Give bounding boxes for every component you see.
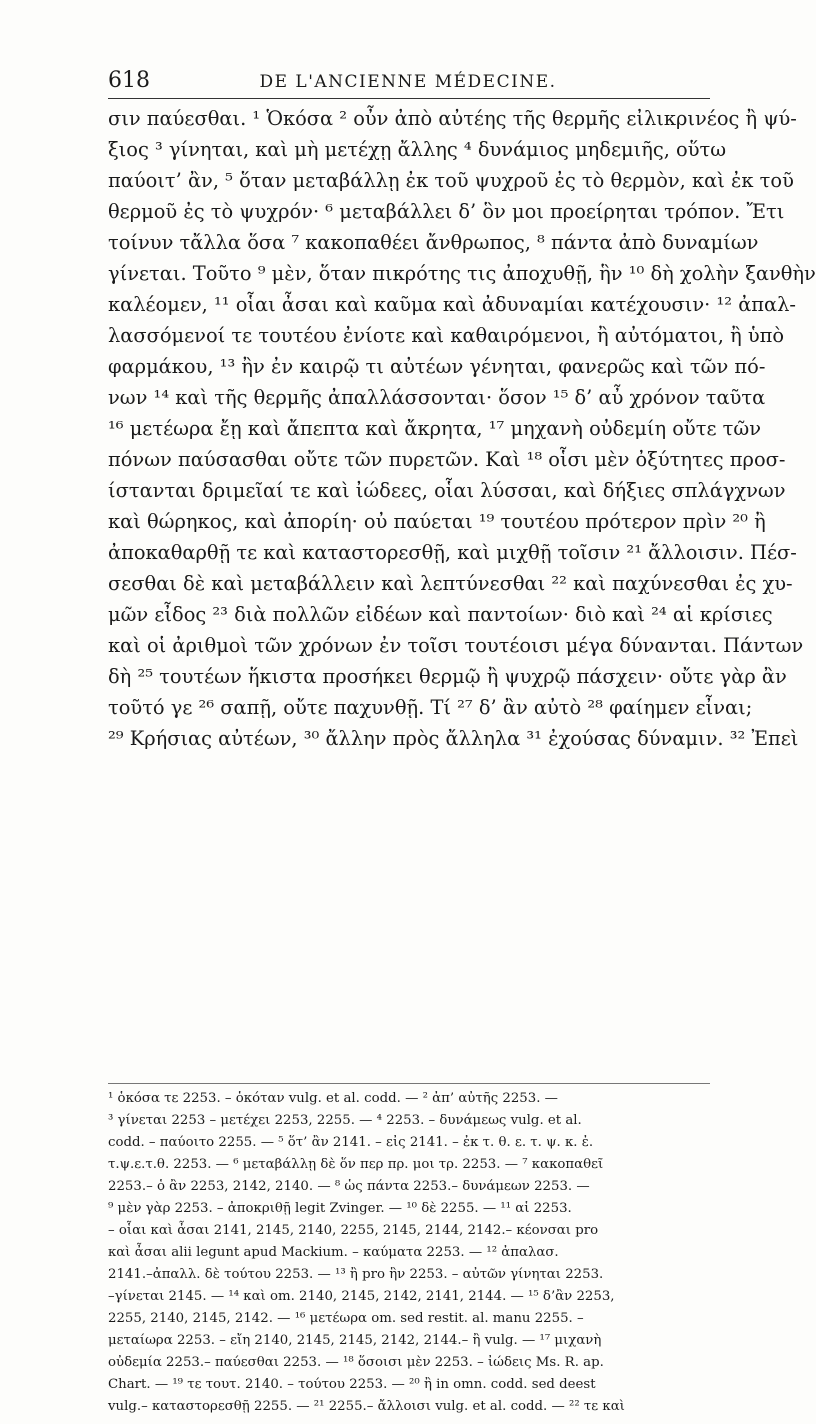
footnote-line: μεταίωρα 2253. – εἴη 2140, 2145, 2145, 2142, 2144.– ἢ vulg. — ¹⁷ μιχανὴ bbox=[108, 1333, 602, 1348]
footnote-rule bbox=[108, 1083, 710, 1084]
footnote-line: ⁹ μὲν γὰρ 2253. – ἀποκριθῇ legit Zvinger. — ¹⁰ δὲ 2255. — ¹¹ αἱ 2253. bbox=[108, 1201, 572, 1216]
main-text bbox=[108, 103, 816, 754]
text-line: τοῦτό γε ²⁶ σαπῇ, οὔτε παχυνθῇ. Τί ²⁷ δ’ ἂν αὐτὸ ²⁸ φαίημεν εἶναι; bbox=[108, 696, 753, 719]
footnote-line: Chart. — ¹⁹ τε τουτ. 2140. – τούτου 2253. — ²⁰ ἢ in omn. codd. sed deest bbox=[108, 1377, 596, 1392]
footnote-line: 2141.–ἀπαλλ. δὲ τούτου 2253. — ¹³ ἢ pro ἣν 2253. – αὐτῶν γίνηται 2253. bbox=[108, 1267, 604, 1282]
footnote-line: ³ γίνεται 2253 – μετέχει 2253, 2255. — ⁴ 2253. – δυνάμεως vulg. et al. bbox=[108, 1113, 582, 1128]
running-header bbox=[108, 64, 708, 98]
text-line: νων ¹⁴ καὶ τῆς θερμῆς ἀπαλλάσσονται· ὅσον ¹⁵ δ’ αὖ χρόνον ταῦτα bbox=[108, 386, 766, 409]
page-number: 618 bbox=[108, 68, 150, 93]
footnote-line: καὶ ἆσαι alii legunt apud Mackium. – καύματα 2253. — ¹² ἀπαλασ. bbox=[108, 1245, 559, 1260]
text-line: ίστανται δριμεῖαί τε καὶ ἰώδεες, οἷαι λύσσαι, καὶ δήξιες σπλάγχνων bbox=[108, 479, 786, 502]
footnote-line: vulg.– καταστορεσθῇ 2255. — ²¹ 2255.– ἄλλοισι vulg. et al. codd. — ²² τε καὶ bbox=[108, 1399, 625, 1414]
text-line: δὴ ²⁵ τουτέων ἥκιστα προσήκει θερμῷ ἢ ψυχρῷ πάσχειν· οὔτε γὰρ ἂν bbox=[108, 665, 787, 688]
text-line: τοίνυν τἄλλα ὅσα ⁷ κακοπαθέει ἄνθρωπος, ⁸ πάντα ἀπὸ δυναμίων bbox=[108, 231, 759, 254]
text-line: ξιος ³ γίνηται, καὶ μὴ μετέχῃ ἄλλης ⁴ δυνάμιος μηδεμιῆς, οὕτω bbox=[108, 138, 727, 161]
text-line: γίνεται. Τοῦτο ⁹ μὲν, ὅταν πικρότης τις ἀποχυθῇ, ἣν ¹⁰ δὴ χολὴν ξανθὴν bbox=[108, 262, 816, 285]
footnote-line: οὐδεμία 2253.– παύεσθαι 2253. — ¹⁸ ὅσοισι μὲν 2253. – ἰώδεις Ms. R. ap. bbox=[108, 1355, 604, 1370]
footnote-line: – οἷαι καὶ ἆσαι 2141, 2145, 2140, 2255, 2145, 2144, 2142.– κέονσαι pro bbox=[108, 1223, 599, 1238]
running-title: DE L'ANCIENNE MÉDECINE. bbox=[259, 72, 557, 92]
text-line: πόνων παύσασθαι οὔτε τῶν πυρετῶν. Καὶ ¹⁸ οἷσι μὲν ὀξύτητες προσ- bbox=[108, 448, 786, 471]
text-line: φαρμάκου, ¹³ ἢν ἐν καιρῷ τι αὐτέων γένηται, φανερῶς καὶ τῶν πό- bbox=[108, 355, 766, 378]
text-line: σεσθαι δὲ καὶ μεταβάλλειν καὶ λεπτύνεσθαι ²² καὶ παχύνεσθαι ἐς χυ- bbox=[108, 572, 793, 595]
footnote-line: ¹ ὁκόσα τε 2253. – ὁκόταν vulg. et al. codd. — ² ἀπ’ αὐτῆς 2253. — bbox=[108, 1091, 558, 1106]
text-line: ἀποκαθαρθῇ τε καὶ καταστορεσθῇ, καὶ μιχθῇ τοῖσιν ²¹ ἄλλοισιν. Πέσ- bbox=[108, 541, 797, 564]
footnote-line: codd. – παύοιτο 2255. — ⁵ ὅτ’ ἂν 2141. – εἰς 2141. – ἐκ τ. θ. ε. τ. ψ. κ. ἐ. bbox=[108, 1135, 594, 1150]
text-line: θερμοῦ ἐς τὸ ψυχρόν· ⁶ μεταβάλλει δ’ ὃν μοι προείρηται τρόπον. Ἔτι bbox=[108, 200, 785, 223]
footnote-line: 2253.– ὁ ἂν 2253, 2142, 2140. — ⁸ ὡς πάντα 2253.– δυνάμεων 2253. — bbox=[108, 1179, 590, 1194]
footnote-line: τ.ψ.ε.τ.θ. 2253. — ⁶ μεταβάλλῃ δὲ ὅν περ πρ. μοι τρ. 2253. — ⁷ κακοπαθεῖ bbox=[108, 1157, 604, 1172]
text-line: καὶ οἱ ἀριθμοὶ τῶν χρόνων ἐν τοῖσι τουτέοισι μέγα δύνανται. Πάντων bbox=[108, 634, 804, 657]
text-line: ²⁹ Κρήσιας αὐτέων, ³⁰ ἄλλην πρὸς ἄλληλα ³¹ ἐχούσας δύναμιν. ³² Ἐπεὶ bbox=[108, 727, 799, 750]
footnotes bbox=[108, 1088, 710, 1418]
text-line: καὶ θώρηκος, καὶ ἀπορίη· οὐ παύεται ¹⁹ τουτέου πρότερον πρὶν ²⁰ ἢ bbox=[108, 510, 766, 533]
header-rule bbox=[108, 98, 710, 99]
footnote-line: –γίνεται 2145. — ¹⁴ καὶ om. 2140, 2145, 2142, 2141, 2144. — ¹⁵ δ’ἂν 2253, bbox=[108, 1289, 615, 1304]
text-line: λασσόμενοί τε τουτέου ἐνίοτε καὶ καθαιρόμενοι, ἢ αὐτόματοι, ἢ ὑπὸ bbox=[108, 324, 785, 347]
text-line: ¹⁶ μετέωρα ἔῃ καὶ ἄπεπτα καὶ ἄκρητα, ¹⁷ μηχανὴ οὐδεμίη οὔτε τῶν bbox=[108, 417, 761, 440]
text-line: σιν παύεσθαι. ¹ Ὁκόσα ² οὖν ἀπὸ αὐτέης τῆς θερμῆς εἰλικρινέος ἢ ψύ- bbox=[108, 107, 797, 130]
text-line: μῶν εἶδος ²³ διὰ πολλῶν εἰδέων καὶ παντοίων· διὸ καὶ ²⁴ αἱ κρίσιες bbox=[108, 603, 773, 626]
text-line: παύοιτ’ ἂν, ⁵ ὅταν μεταβάλλῃ ἐκ τοῦ ψυχροῦ ἐς τὸ θερμὸν, καὶ ἐκ τοῦ bbox=[108, 169, 794, 192]
text-line: καλέομεν, ¹¹ οἷαι ἆσαι καὶ καῦμα καὶ ἀδυναμίαι κατέχουσιν· ¹² ἀπαλ- bbox=[108, 293, 796, 316]
footnote-line: 2255, 2140, 2145, 2142. — ¹⁶ μετέωρα om. sed restit. al. manu 2255. – bbox=[108, 1311, 584, 1326]
